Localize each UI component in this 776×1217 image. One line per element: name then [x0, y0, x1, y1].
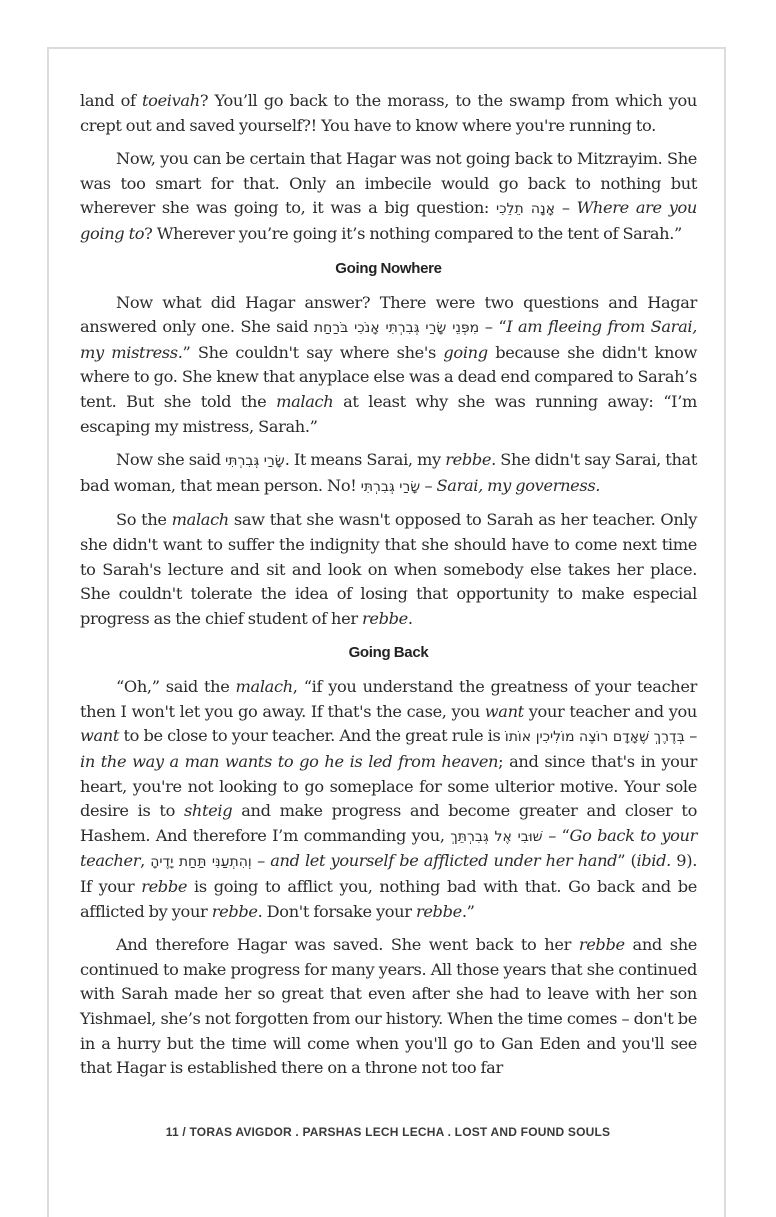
text-run: because she didn't know where to go. She knew that anyplace else was a dead end compared to Sarah’s tent. But she told the	[80, 342, 697, 411]
paragraph	[80, 508, 697, 631]
text-run: is going to afflict you, nothing bad with that. Go back and be afflicted by your	[80, 877, 697, 921]
text-run: –	[420, 475, 437, 495]
italic-text: shteig	[183, 801, 233, 821]
italic-text: rebbe	[211, 901, 258, 921]
italic-text: rebbe	[445, 450, 492, 470]
text-run: ? You’ll go back to the morass, to the swamp from which you crept out and saved yourself?! You have to know where you're running to.	[80, 91, 697, 135]
text-run: “Oh,” said the	[116, 677, 236, 697]
text-run: – “	[542, 825, 570, 845]
italic-text: want	[484, 701, 524, 721]
italic-text: and let yourself be afflicted under her hand	[270, 851, 618, 871]
text-run: Now she said	[116, 450, 226, 470]
paragraph	[80, 291, 697, 440]
text-run: –	[251, 851, 271, 871]
text-run: . It means Sarai, my	[284, 450, 446, 470]
text-run: , “if you understand the greatness of your teacher then I won't let you go away. If that's the case, you	[80, 677, 697, 721]
hebrew-quote: מִפְּנֵי שָׂרַי גְּבִרְתִּי אָנֹכִי בֹּרַחַת	[313, 320, 480, 337]
document-body	[80, 89, 697, 1090]
italic-text: ibid.	[636, 851, 671, 871]
italic-text: rebbe	[141, 877, 188, 897]
paragraph	[80, 448, 697, 499]
section-intro	[80, 89, 697, 247]
text-run: ” (	[617, 851, 637, 871]
page-footer: 11 / TORAS AVIGDOR . PARSHAS LECH LECHA . LOST AND FOUND SOULS	[165, 1125, 611, 1139]
paragraph	[80, 147, 697, 246]
paragraph	[80, 89, 697, 138]
text-run: 9). If your	[80, 851, 698, 897]
text-run: and make progress and become greater and closer to Hashem. And therefore I’m commanding you,	[80, 801, 697, 845]
section-heading-going-back: Going Back	[348, 644, 429, 662]
section-going-back	[80, 675, 697, 1081]
section-heading-going-nowhere: Going Nowhere	[335, 259, 442, 277]
italic-text: rebbe	[578, 935, 625, 955]
text-run: –	[554, 198, 577, 218]
paragraph	[80, 933, 697, 1081]
italic-text: malach	[171, 510, 229, 530]
italic-text: Sarai, my governess.	[436, 475, 601, 495]
text-run: and she continued to make progress for many years. All those years that she continued with Sarah made her so great that even after she had to leave with her son Yishmael, she’s not forgotten from our history. When the time comes – don't be in a hurry but the time will come when you'll go to Gan Eden and you'll see that Hagar is established there on a throne not too far	[80, 935, 697, 1078]
italic-text: malach	[235, 677, 293, 697]
text-run: ,	[140, 851, 151, 871]
hebrew-quote: שָׂרַי גְּבִרְתִּי	[225, 453, 285, 470]
text-run: Now, you can be certain that Hagar was not going back to Mitzrayim. She was too smart for that. Only an imbecile would go back to nothing but wherever she was going to, it was a big question:	[80, 149, 697, 218]
text-run: ? Wherever you’re going it’s nothing compared to the tent of Sarah.”	[144, 223, 682, 243]
italic-text: I am fleeing from Sarai, my mistress.	[80, 317, 697, 362]
text-run: saw that she wasn't opposed to Sarah as her teacher. Only she didn't want to suffer the indignity that she should have to come next time to Sarah's lecture and sit and look on when somebody else takes her place. She couldn't tolerate the idea of losing that opportunity to make especial progress as the chief student of her	[80, 510, 698, 628]
hebrew-quote: בְּדֶרֶךְ שֶׁאָדָם רוֹצֶה מוֹלִיכִין אוֹתוֹ	[504, 729, 685, 746]
text-run: Now what did Hagar answer? There were two questions and Hagar answered only one. She said	[80, 292, 697, 337]
text-run: – “	[479, 317, 507, 337]
italic-text: rebbe	[362, 608, 408, 628]
italic-text: malach	[276, 391, 334, 411]
italic-text: Go back to your teacher	[80, 825, 697, 871]
italic-text: Where are you going to	[80, 198, 697, 243]
hebrew-quote: שָׂרַי גְּבִרְתִּי	[360, 478, 421, 495]
text-run: ; and since that's in your heart, you're not looking to go someplace for some ulterior motive. Your sole desire is to	[80, 752, 698, 821]
text-run: ” She couldn't say where she's	[182, 342, 444, 362]
text-run: So the	[116, 510, 172, 530]
italic-text: toeivah	[142, 91, 200, 110]
text-run: at least why she was running away: “I’m escaping my mistress, Sarah.”	[80, 391, 698, 436]
hebrew-quote: שׁוּבִי אֶל גְּבִרְתֵּךְ	[450, 828, 543, 845]
text-run: land of	[80, 91, 143, 110]
text-run: .”	[461, 901, 475, 921]
text-run: to be close to your teacher. And the great rule is	[119, 726, 505, 746]
text-run: . She didn't say Sarai, that bad woman, that mean person. No!	[80, 450, 697, 495]
text-run: And therefore Hagar was saved. She went back to her	[116, 935, 579, 955]
text-run: –	[684, 726, 697, 746]
italic-text: in the way a man wants to go he is led from heaven	[80, 752, 499, 772]
italic-text: want	[80, 726, 120, 746]
hebrew-quote: אָנָה תֵלֵכִי	[496, 201, 555, 218]
section-going-nowhere	[80, 291, 697, 632]
paragraph	[80, 675, 697, 924]
text-run: . Don't forsake your	[257, 901, 416, 921]
italic-text: rebbe	[415, 901, 462, 921]
text-run: your teacher and you	[523, 701, 698, 721]
italic-text: going	[443, 342, 488, 362]
hebrew-quote: וְהִתְעַנִּי תַּחַת יָדֶיהָ	[150, 854, 252, 871]
text-run: .	[407, 608, 413, 628]
